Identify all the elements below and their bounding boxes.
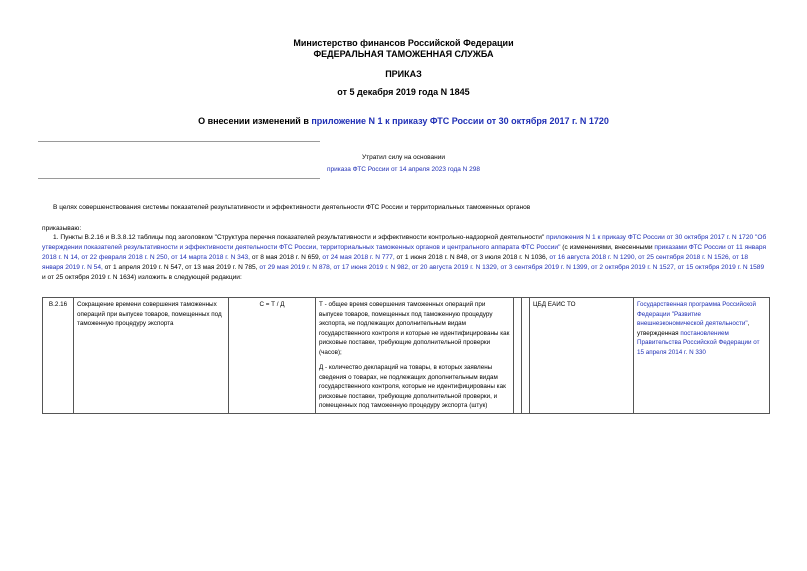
item-1-link-2[interactable]: приказами ФТС России от 11 января 2018 г. N 14, от 22 февраля 2018 г. N 250, от 14 марта 2018 г. N 343, <box>42 244 767 261</box>
item-1-link-1[interactable]: приложения N 1 к приказу ФТС России от 30 октября 2017 г. N 1720 "Об утверждении показателей результативности и эффективности деятельности ФТС России, территориальных таможенных органов и центрального аппарата ФТС России" <box>42 234 767 251</box>
doc-date: от 5 декабря 2019 года N 1845 <box>337 87 470 97</box>
ministry-name: Министерство финансов Российской Федерации <box>293 38 514 48</box>
intro-paragraph: В целях совершенствования системы показателей результативности и эффективности деятельности ФТС России и территориальных таможенных органов <box>53 204 531 211</box>
order-word: приказываю: <box>42 225 82 232</box>
basis-text: , утвержденная <box>637 320 750 337</box>
cell-empty-2 <box>522 298 530 414</box>
item-1-link-4[interactable]: от 16 августа 2018 г. N 1290, от 25 сентября 2018 г. N 1526, от 18 января 2019 г. N 54, <box>42 254 749 271</box>
cell-basis <box>634 298 770 414</box>
item-1-text-a: 1. Пункты В.2.16 и В.3.8.12 таблицы под заголовком "Структура перечня показателей результативности и эффективности контрольно-надзорной деятельности" <box>53 234 547 241</box>
status-note-link[interactable]: приказа ФТС России от 14 апреля 2023 года N 298 <box>326 166 481 173</box>
indicator-table <box>42 297 770 414</box>
title-prefix: О внесении изменений в <box>198 116 312 126</box>
cell-code: В.2.16 <box>43 298 74 414</box>
cell-name: Сокращение времени совершения таможенных операций при выпуске товаров, помещенных под таможенную процедуру экспорта <box>74 298 229 414</box>
item-1-text-b: (с изменениями, внесенными <box>560 244 655 251</box>
status-note-text: Утратил силу на основании <box>361 154 446 161</box>
basis-link-1[interactable]: Государственная программа Российской Федерации "Развитие внешнеэкономической деятельности" <box>637 301 757 327</box>
item-1-link-3[interactable]: от 24 мая 2018 г. N 777, <box>322 254 395 261</box>
table-row <box>43 298 770 414</box>
desc-t: Т - общее время совершения таможенных операций при выпуске товаров, помещенных под таможенную процедуру экспорта, не подлежащих дополнительным видам государственного контроля и которые не идентифицированы как рисковые поставки, требующие дополнительной проверки (часов); <box>319 301 510 356</box>
item-1-link-5[interactable]: от 29 мая 2019 г. N 878, от 17 июня 2019 г. N 982, от 20 августа 2019 г. N 1329, от 3 сентября 2019 г. N 1399, от 2 октября 2019 г. N 1527, от 15 октября 2019 г. N 1589 <box>259 264 765 271</box>
doc-type: ПРИКАЗ <box>385 69 422 79</box>
item-1-text-d: от 1 июня 2018 г. N 848, от 3 июля 2018 г. N 1036, <box>394 254 550 261</box>
divider-bottom <box>38 178 320 179</box>
divider-top <box>38 141 320 142</box>
title-link[interactable]: приложение N 1 к приказу ФТС России от 30 октября 2017 г. N 1720 <box>311 116 609 126</box>
desc-d: Д - количество деклараций на товары, в которых заявлены сведения о товарах, не подлежащих дополнительным видам государственного контроля, которые не идентифицированы как рисковые поставки, требующие дополнительной проверки, и помещенных под таможенную процедуру экспорта (штук) <box>319 364 506 409</box>
item-1-text-c: от 8 мая 2018 г. N 659, <box>250 254 323 261</box>
cell-description <box>316 298 514 414</box>
service-name: ФЕДЕРАЛЬНАЯ ТАМОЖЕННАЯ СЛУЖБА <box>313 49 494 59</box>
cell-source: ЦБД ЕАИС ТО <box>530 298 634 414</box>
item-1-paragraph <box>42 233 769 283</box>
item-1-text-e: от 1 апреля 2019 г. N 547, от 13 мая 2019 г. N 785, <box>102 264 260 271</box>
cell-empty-1 <box>514 298 522 414</box>
item-1-text-f: и от 25 октября 2019 г. N 1634) изложить в следующей редакции: <box>42 274 242 281</box>
doc-title <box>0 116 807 127</box>
cell-formula: С = Т / Д <box>229 298 316 414</box>
status-note <box>320 152 487 176</box>
basis-link-2[interactable]: постановлением Правительства Российской Федерации от 15 апреля 2014 г. N 330 <box>637 329 760 356</box>
